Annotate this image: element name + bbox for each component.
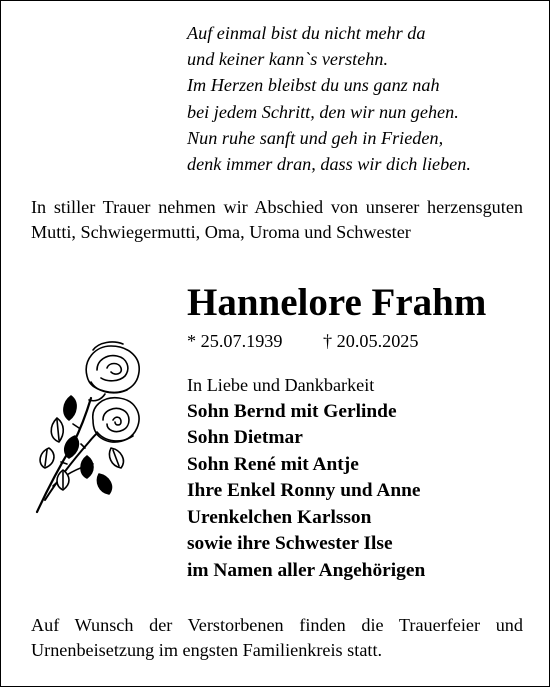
mourner-line: im Namen aller Angehörigen xyxy=(187,559,426,581)
mourner-line: Sohn Dietmar xyxy=(187,427,303,448)
memorial-poem xyxy=(187,20,537,177)
mourner-line: Ihre Enkel Ronny und Anne xyxy=(187,480,421,501)
deceased-name: Hannelore Frahm xyxy=(187,281,487,324)
poem-line: denk immer dran, dass wir dich lieben. xyxy=(187,153,471,174)
poem-line: und keiner kann`s verstehn. xyxy=(187,49,389,70)
poem-line: Im Herzen bleibst du uns ganz nah xyxy=(187,75,440,96)
poem-line: Auf einmal bist du nicht mehr da xyxy=(187,23,426,43)
death-date: † 20.05.2025 xyxy=(323,331,419,351)
poem-line: Nun ruhe sanft und geh in Frieden, xyxy=(187,127,444,148)
mourner-line: Urenkelchen Karlsson xyxy=(187,506,372,528)
mourners-lead: In Liebe und Dankbarkeit xyxy=(187,375,375,395)
birth-date: * 25.07.1939 xyxy=(187,331,283,351)
mourner-line: Sohn Bernd mit Gerlinde xyxy=(187,400,397,422)
life-dates xyxy=(187,329,537,353)
intro-text: In stiller Trauer nehmen wir Abschied von unserer herzensguten Mutti, Schwiegermutti, Oma, Uroma und Schwester xyxy=(31,197,523,242)
mourner-line: Sohn René mit Antje xyxy=(187,453,359,475)
mourner-line: sowie ihre Schwester Ilse xyxy=(187,533,393,554)
closing-note: Auf Wunsch der Verstorbenen finden die Trauerfeier und Urnenbeisetzung im engsten Familienkreis statt. xyxy=(31,615,523,660)
rose-icon xyxy=(27,336,151,516)
mourners-list xyxy=(187,372,537,584)
poem-line: bei jedem Schritt, den wir nun gehen. xyxy=(187,101,459,122)
